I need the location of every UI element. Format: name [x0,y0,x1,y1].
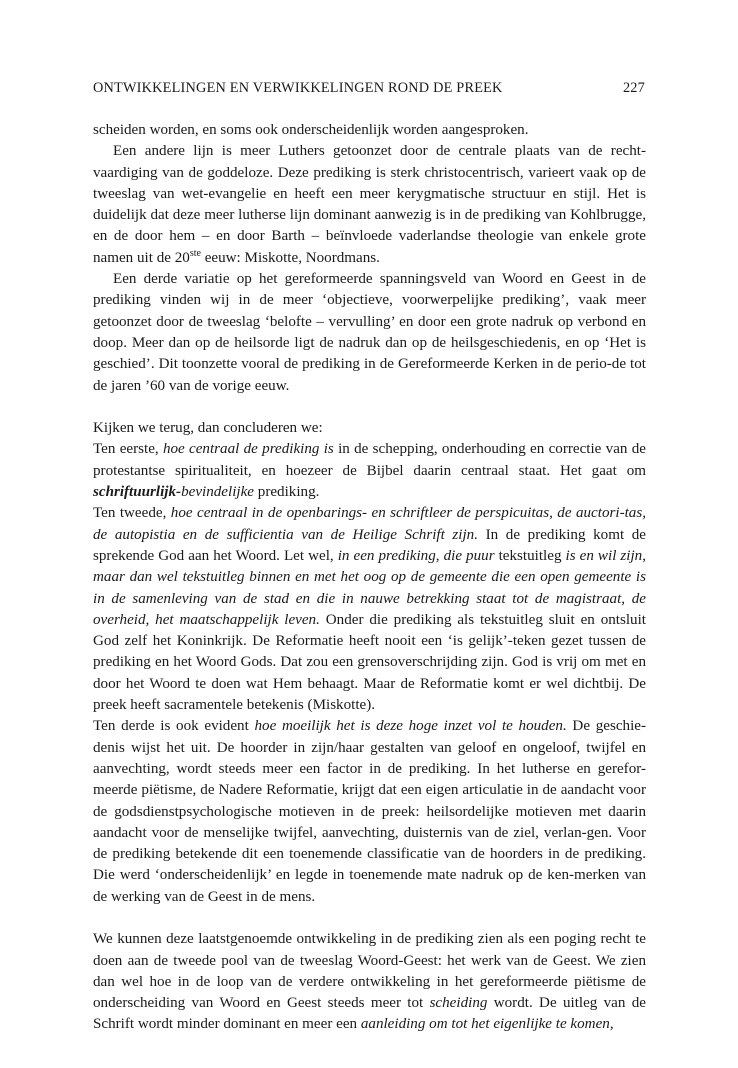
ten-tweede-lead: Ten tweede, [93,505,171,522]
running-header [93,80,645,97]
running-title: ONTWIKKELINGEN EN VERWIKKELINGEN ROND DE PREEK [93,80,503,96]
ten-eerste-lead: Ten eerste, [93,441,163,458]
laatstgenoemde-body-2: wordt. De uitleg van de Schrift wordt minder dominant en meer een [93,995,646,1033]
ten-derde-lead: Ten derde is ook evident [93,718,255,735]
paragraph-laatstgenoemde [93,929,646,1035]
paragraph-conclusie-intro: Kijken we terug, dan concluderen we: [93,420,323,437]
ten-tweede-emphasis-2: in een prediking, die puur [337,547,495,564]
ten-tweede-body: In de prediking komt de sprekende God aan het Woord. Let wel, [93,526,646,564]
paragraph-luthers-text: Een andere lijn is meer Luthers getoonzet door de centrale plaats van de recht-vaardiging van de goddeloze. Deze prediking is sterk christocentrisch, varieert vaak op de tweeslag van wet-evangelie en heeft een meer kerygmatische structuur en stijl. Het is duidelijk dat deze meer lutherse lijn dominant aanwezig is in de prediking van Kohlbrugge, en de door hem – en door Barth – beïnvloede vaderlandse theologie van enkele grote namen uit de 20 [93,143,646,266]
body-text [93,120,646,1036]
paragraph-ten-derde [93,716,646,908]
ten-tweede-emphasis-3: is en wil zijn, maar dan wel tekstuitleg binnen en met het oog op de gemeente die een open gemeente is in de samenleving van de stad en die in nauwe betrekking staat tot de magistraat, de overheid, het maatschappelijk leven. [93,547,647,628]
paragraph-luthers-end: eeuw: Miskotte, Noordmans. [200,249,380,266]
laatstgenoemde-body: We kunnen deze laatstgenoemde ontwikkeling in de prediking zien als een poging recht te doen aan de tweede pool van de tweeslag Woord-Geest: het werk van de Geest. We zien dan wel hoe in de loop van de verdere ontwikkeling in het gereformeerde piëtisme de onderscheiding van Woord en Geest steeds meer tot [93,931,646,1012]
bevindelijke-emphasis: bevindelijke [181,484,254,501]
paragraph-continued: scheiden worden, en soms ook onderscheidenlijk worden aangesproken. [93,122,529,138]
paragraph-ten-tweede [93,503,646,716]
ten-eerste-end: prediking. [254,484,320,501]
ten-derde-emphasis: hoe moeilijk het is deze hoge inzet vol te houden. [254,718,567,735]
ordinal-superscript: ste [189,247,201,259]
ten-tweede-tekstuitleg: tekstuitleg [494,547,566,564]
schriftuurlijk-emphasis: schriftuurlijk- [93,484,182,501]
paragraph-ten-eerste [93,439,646,503]
scheiding-emphasis: scheiding [429,995,488,1012]
page-number: 227 [622,80,645,96]
ten-derde-body: De geschie-denis wijst het uit. De hoorder in zijn/haar gestalten van geloof en ongeloof, twijfel en aanvechting, wordt steeds meer een factor in de prediking. In het lutherse en gerefor-meerde piëtisme, de Nadere Reformatie, krijgt dat een eigen articulatie in de aandacht voor de godsdienstpsychologische motieven in de preek: heilsordelijke motieven met daarin aandacht voor de menselijke twijfel, aanvechting, duisternis van de ziel, verlan-gen. Voor de prediking betekende dit een toenemende classificatie van de hoorders in de prediking. Die werd ‘onderscheidenlijk’ en legde in toenemende mate nadruk op de ken-merken van de werking van de Geest in de mens. [93,718,646,905]
paragraph-derde-variatie: Een derde variatie op het gereformeerde spanningsveld van Woord en Geest in de prediking vinden wij in de meer ‘objectieve, voorwerpelijke prediking’, vaak meer getoonzet door de tweeslag ‘belofte – vervulling’ en door een grote nadruk op verbond en doop. Meer dan op de heilsorde ligt de nadruk dan op de heilsgeschiedenis, en op ‘Het is geschied’. Dit toonzette vooral de prediking in de Gereformeerde Kerken in de perio-de tot de jaren ’60 van de vorige eeuw. [93,271,646,394]
paragraph-luthers [93,141,646,269]
aanleiding-emphasis: aanleiding om tot het eigenlijke te komen, [360,1016,614,1033]
ten-eerste-emphasis: hoe centraal de prediking is [162,441,334,458]
ten-tweede-end: Onder die prediking als tekstuitleg sluit en ontsluit God zelf het Koninkrijk. De Reformatie heeft nooit een ‘is gelijk’-teken gezet tussen de prediking en het Woord Gods. Dat zou een grensoverschrijding zijn. God is vrij om met en door het Woord te doen wat Hem behaagt. Maar de Reformatie komt er wel dichtbij. De preek heeft sacramentele betekenis (Miskotte). [93,611,646,714]
ten-tweede-emphasis: hoe centraal in de openbarings- en schriftleer de perspicuitas, de auctori-tas, de autopistia en de sufficientia van de Heilige Schrift zijn. [93,505,646,543]
ten-eerste-body: in de schepping, onderhouding en correctie van de protestantse spiritualiteit, en hoezeer de Bijbel daarin centraal staat. Het gaat om [93,441,646,479]
